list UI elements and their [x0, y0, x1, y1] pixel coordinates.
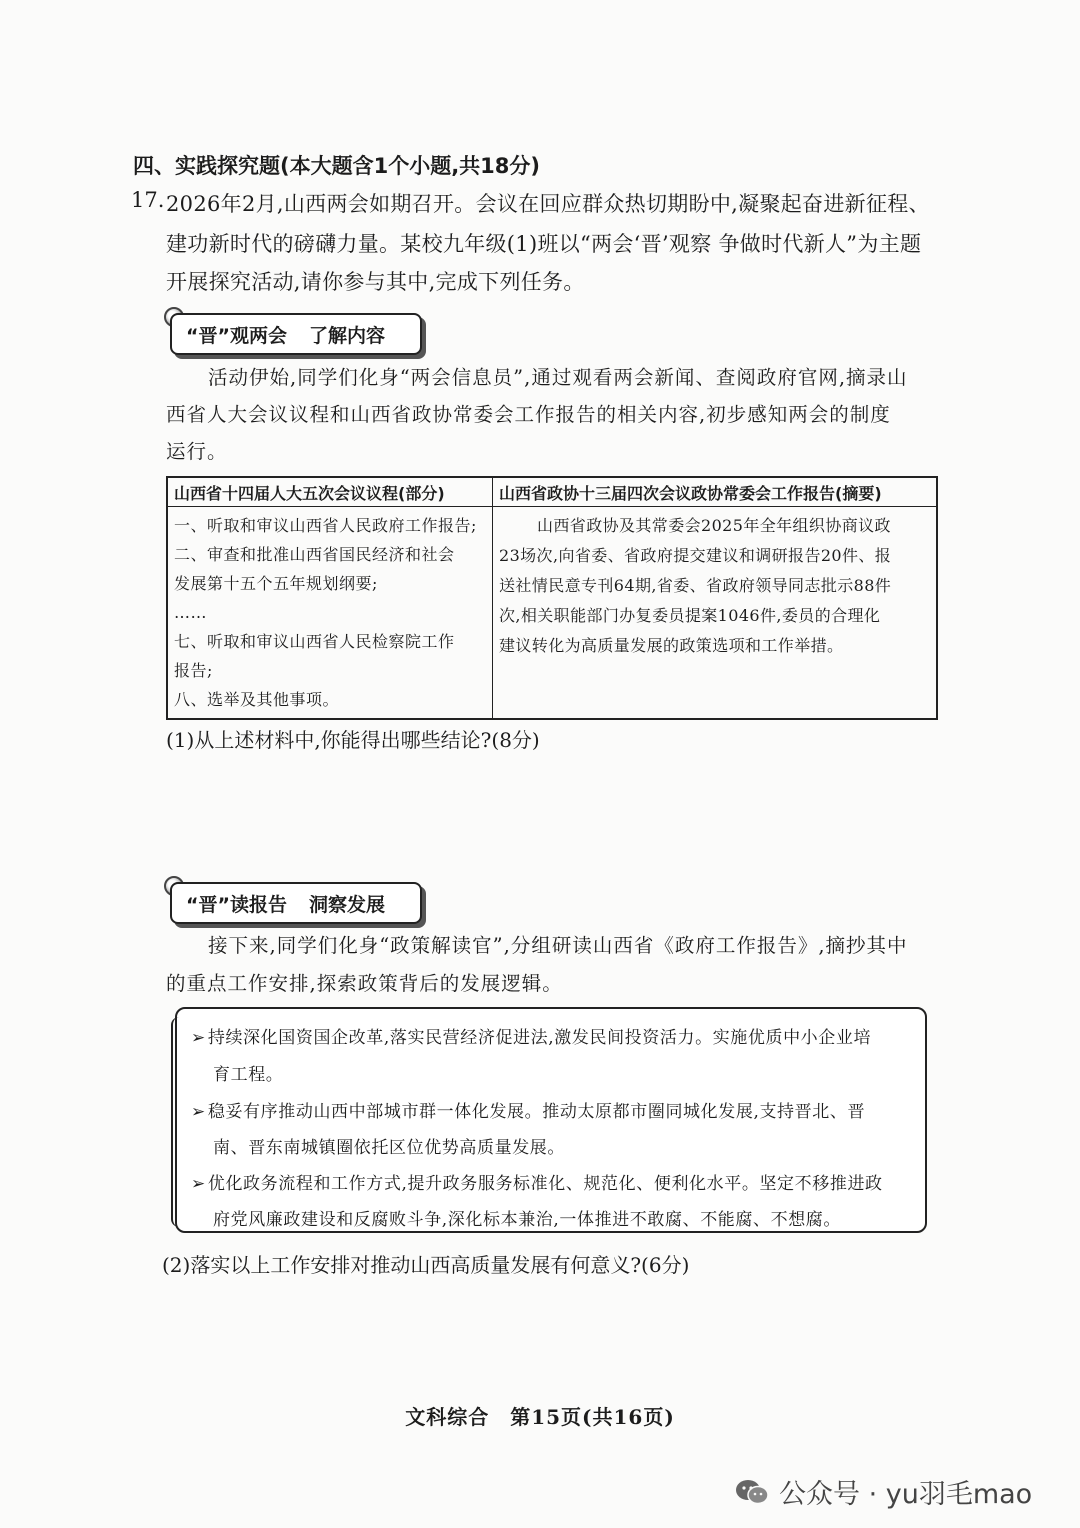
paragraph-line: 运行。 [166, 440, 228, 463]
paragraph-line: 西省人大会议议程和山西省政协常委会工作报告的相关内容,初步感知两会的制度 [166, 403, 891, 426]
watermark-text: 公众号 · yu羽毛mao [779, 1479, 1033, 1510]
section-title: 四、实践探究题(本大题含1个小题,共18分) [133, 154, 541, 178]
task-banner-2 [170, 882, 422, 924]
list-item: ➢ 优化政务流程和工作方式,提升政务服务标准化、规范化、便利化水平。坚定不移推进政 [191, 1174, 883, 1194]
report-line: 送社情民意专刊64期,省委、省政府领导同志批示88件 [499, 576, 892, 595]
banner-title: “晋”读报告 [186, 893, 287, 916]
agenda-item: 二、审查和批准山西省国民经济和社会 [174, 545, 455, 564]
paragraph-line: 接下来,同学们化身“政策解读官”,分组研读山西省《政府工作报告》,摘抄其中 [208, 934, 908, 957]
list-item-continued: 府党风廉政建设和反腐败斗争,深化标本兼治,一体推进不敢腐、不能腐、不想腐。 [213, 1210, 842, 1230]
watermark [735, 1472, 1032, 1511]
agenda-cell [167, 507, 493, 720]
agenda-item: …… [174, 603, 207, 622]
banner-subtitle: 洞察发展 [308, 893, 385, 916]
wechat-icon [735, 1478, 769, 1506]
paragraph-line: 的重点工作安排,探索政策背后的发展逻辑。 [166, 972, 563, 995]
sub-question-2: (2)落实以上工作安排对推动山西高质量发展有何意义?(6分) [162, 1253, 690, 1277]
question-line: 2026年2月,山西两会如期召开。会议在回应群众热切期盼中,凝聚起奋进新征程、 [166, 192, 930, 216]
sub-question-1: (1)从上述材料中,你能得出哪些结论?(8分) [166, 728, 540, 752]
report-line: 山西省政协及其常委会2025年全年组织协商议政 [537, 516, 891, 535]
question-number: 17. [131, 188, 165, 212]
list-item: ➢ 持续深化国资国企改革,落实民营经济促进法,激发民间投资活力。实施优质中小企业培 [191, 1028, 872, 1048]
report-cell [493, 507, 938, 720]
agenda-item: 七、听取和审议山西省人民检察院工作 [174, 632, 455, 651]
banner-title: “晋”观两会 [186, 324, 287, 347]
report-line: 次,相关职能部门办复委员提案1046件,委员的合理化 [499, 606, 881, 625]
list-item: ➢ 稳妥有序推动山西中部城市群一体化发展。推动太原都市圈同城化发展,支持晋北、晋 [191, 1102, 866, 1122]
arrow-bullet-icon: ➢ [191, 1174, 206, 1194]
agenda-item: 一、听取和审议山西省人民政府工作报告; [174, 516, 477, 535]
banner-subtitle: 了解内容 [308, 324, 385, 347]
question-line: 开展探究活动,请你参与其中,完成下列任务。 [166, 270, 585, 294]
report-line: 建议转化为高质量发展的政策选项和工作举措。 [499, 636, 844, 655]
agenda-item: 八、选举及其他事项。 [174, 690, 340, 709]
task-banner-1 [170, 313, 422, 355]
agenda-item: 报告; [174, 661, 213, 680]
table-header-report: 山西省政协十三届四次会议政协常委会工作报告(摘要) [493, 477, 938, 507]
list-item-continued: 育工程。 [213, 1065, 284, 1085]
agenda-item: 发展第十五个五年规划纲要; [174, 574, 378, 593]
arrow-bullet-icon: ➢ [191, 1102, 206, 1122]
list-item-continued: 南、晋东南城镇圈依托区位优势高质量发展。 [213, 1138, 565, 1158]
policy-excerpt-box [175, 1007, 927, 1233]
table-header-agenda: 山西省十四届人大五次会议议程(部分) [167, 477, 493, 507]
material-table [166, 476, 938, 720]
page-footer: 文科综合 第15页(共16页) [405, 1405, 675, 1429]
arrow-bullet-icon: ➢ [191, 1028, 206, 1048]
question-line: 建功新时代的磅礴力量。某校九年级(1)班以“两会‘晋’观察 争做时代新人”为主题 [166, 232, 922, 256]
paragraph-line: 活动伊始,同学们化身“两会信息员”,通过观看两会新闻、查阅政府官网,摘录山 [208, 366, 908, 389]
report-line: 23场次,向省委、省政府提交建议和调研报告20件、报 [499, 546, 892, 565]
